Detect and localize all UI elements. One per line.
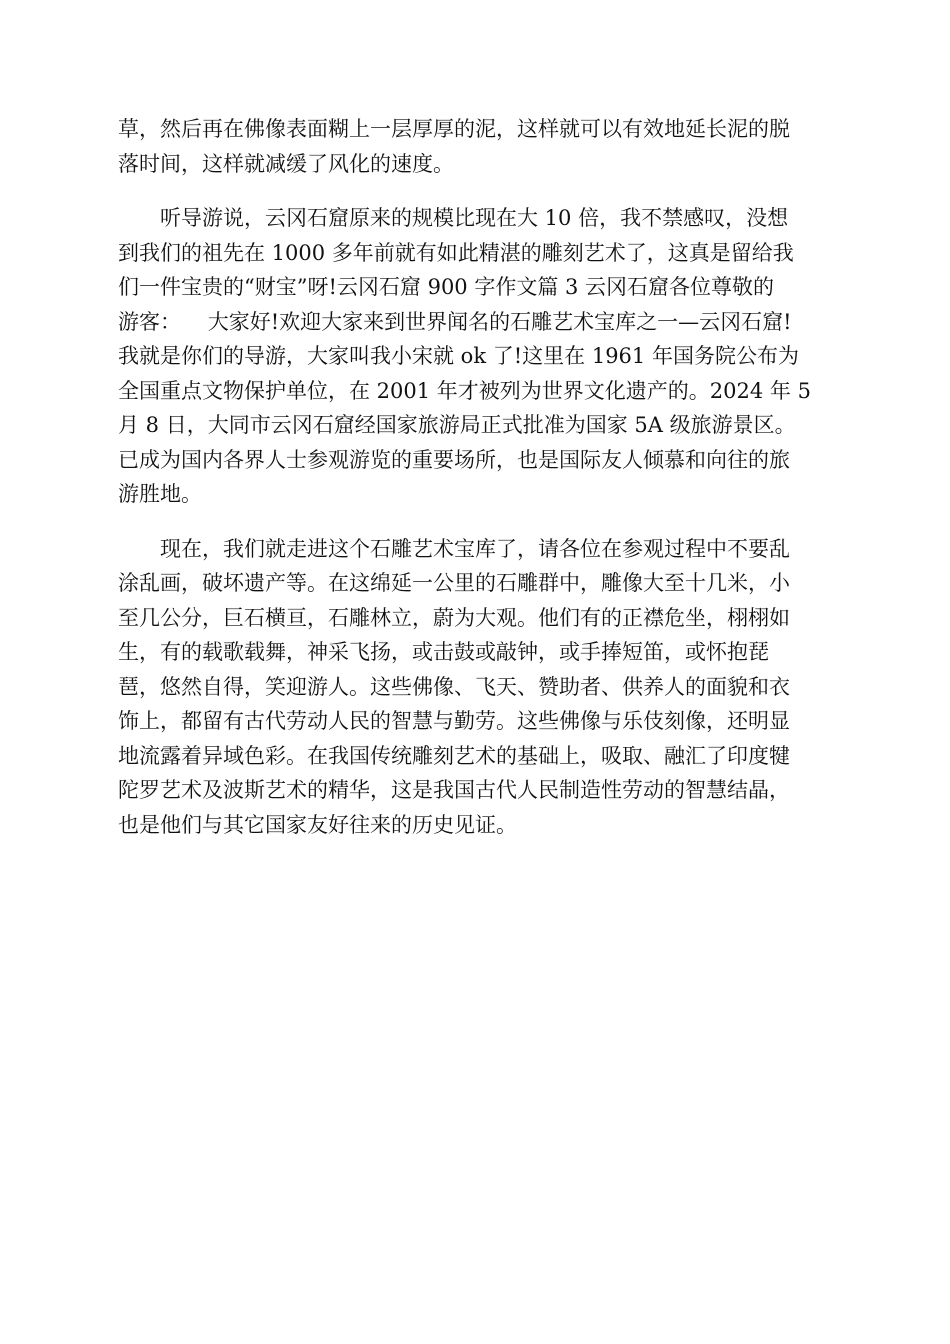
document-body <box>118 112 834 842</box>
text-line: 现在，我们就走进这个石雕艺术宝库了，请各位在参观过程中不要乱 <box>160 536 790 561</box>
text-line: 到我们的祖先在 1000 多年前就有如此精湛的雕刻艺术了，这真是留给我 <box>118 240 794 265</box>
text-line: 落时间，这样就减缓了风化的速度。 <box>118 151 454 176</box>
text-line: 至几公分，巨石横亘，石雕林立，蔚为大观。他们有的正襟危坐，栩栩如 <box>118 605 790 630</box>
text-line: 涂乱画，破坏遗产等。在这绵延一公里的石雕群中，雕像大至十几米，小 <box>118 571 790 595</box>
text-line: 全国重点文物保护单位，在 2001 年才被列为世界文化遗产的。2024 年 5 <box>118 378 811 403</box>
text-line: 饰上，都留有古代劳动人民的智慧与勤劳。这些佛像与乐伎刻像，还明显 <box>118 709 790 733</box>
text-line: 游胜地。 <box>118 482 202 506</box>
text-line: 游客： 大家好!欢迎大家来到世界闻名的石雕艺术宝库之一—云冈石窟! <box>118 309 792 334</box>
text-line: 月 8 日，大同市云冈石窟经国家旅游局正式批准为国家 5A 级旅游景区。 <box>118 413 796 437</box>
text-line: 琶，悠然自得，笑迎游人。这些佛像、飞天、赞助者、供养人的面貌和衣 <box>118 674 790 699</box>
text-line: 地流露着异域色彩。在我国传统雕刻艺术的基础上，吸取、融汇了印度犍 <box>118 743 790 768</box>
text-line: 们一件宝贵的“财宝”呀!云冈石窟 900 字作文篇 3 云冈石窟各位尊敬的 <box>118 275 775 299</box>
paragraph-1 <box>118 112 834 181</box>
text-line: 生，有的载歌载舞，神采飞扬，或击鼓或敲钟，或手捧短笛，或怀抱琵 <box>118 640 769 664</box>
text-line: 也是他们与其它国家友好往来的历史见证。 <box>118 812 517 837</box>
paragraph-spacer <box>118 181 834 201</box>
paragraph-2 <box>118 201 834 512</box>
text-line: 草，然后再在佛像表面糊上一层厚厚的泥，这样就可以有效地延长泥的脱 <box>118 117 790 141</box>
text-line: 陀罗艺术及波斯艺术的精华，这是我国古代人民制造性劳动的智慧结晶， <box>118 778 790 802</box>
paragraph-spacer <box>118 512 834 532</box>
text-line: 我就是你们的导游，大家叫我小宋就 ok 了!这里在 1961 年国务院公布为 <box>118 344 799 368</box>
paragraph-3 <box>118 532 834 843</box>
text-line: 听导游说，云冈石窟原来的规模比现在大 10 倍，我不禁感叹，没想 <box>160 206 789 230</box>
text-line: 已成为国内各界人士参观游览的重要场所，也是国际友人倾慕和向往的旅 <box>118 447 790 472</box>
